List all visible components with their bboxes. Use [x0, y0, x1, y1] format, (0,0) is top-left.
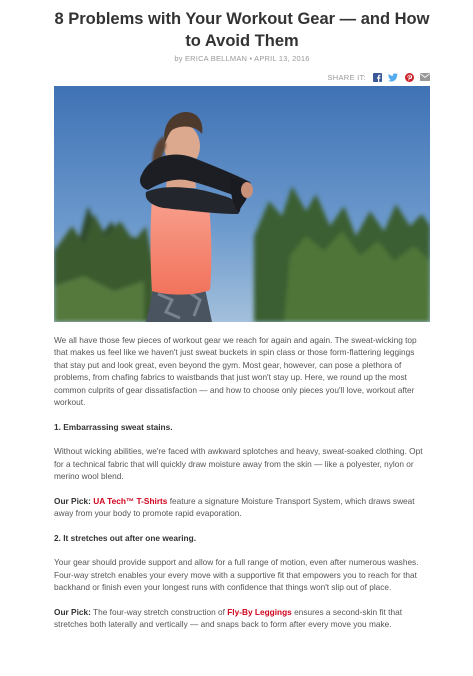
section-heading: 2. It stretches out after one wearing. [54, 533, 197, 544]
share-bar [54, 72, 430, 82]
article [54, 0, 430, 631]
share-label: SHARE IT: [327, 72, 366, 82]
twitter-icon[interactable] [388, 72, 398, 82]
our-pick-paragraph [54, 606, 430, 631]
section-heading: 1. Embarrassing sweat stains. [54, 422, 173, 433]
article-byline: by ERICA BELLMAN • APRIL 13, 2016 [174, 54, 310, 63]
pinterest-icon[interactable] [404, 72, 414, 82]
product-link-ua-tech-tshirts[interactable]: UA Tech™ T-Shirts [93, 495, 168, 506]
our-pick-text: ensures a second-skin fit that stretches both laterally and vertically — and snaps back to form after every move you make. [54, 606, 403, 630]
our-pick-pretext: The four-way stretch construction of [90, 606, 228, 617]
our-pick-text: feature a signature Moisture Transport System, which draws sweat away from your body to promote rapid evaporation. [54, 495, 415, 519]
our-pick-label: Our Pick: [54, 495, 91, 506]
product-link-fly-by-leggings[interactable]: Fly-By Leggings [227, 606, 292, 617]
our-pick-label: Our Pick: [54, 606, 91, 617]
email-icon[interactable] [420, 72, 430, 82]
section-body: Without wicking abilities, we're faced with awkward splotches and heavy, sweat-soaked clothing. Opt for a technical fabric that will quickly draw moisture away from the skin — like a polyester, nylon or merino wool blend. [54, 446, 423, 482]
article-intro: We all have those few pieces of workout gear we reach for again and again. The sweat-wicking top that makes us feel like we haven't just sweat buckets in spin class or those form-flattering leggings that stay put and look great, even beyond the gym. Most gear, however, can pose a plethora of problems, from chafing fabrics to waistbands that just won't stay up. Here, we round up the most common culprits of gear dissatisfaction — and how to choose only pieces you'll love, workout after workout. [54, 335, 417, 408]
article-title: 8 Problems with Your Workout Gear — and How to Avoid Them [54, 10, 430, 50]
hero-photo-woman-stretching [54, 86, 430, 322]
section-body: Your gear should provide support and allow for a full range of motion, even after numerous washes. Four-way stretch enables your every move with a supportive fit that empowers you to reach for that backhand or finish even your longest runs with confidence that things won't slip out of place. [54, 557, 419, 593]
our-pick-paragraph [54, 495, 430, 520]
facebook-icon[interactable] [372, 72, 382, 82]
